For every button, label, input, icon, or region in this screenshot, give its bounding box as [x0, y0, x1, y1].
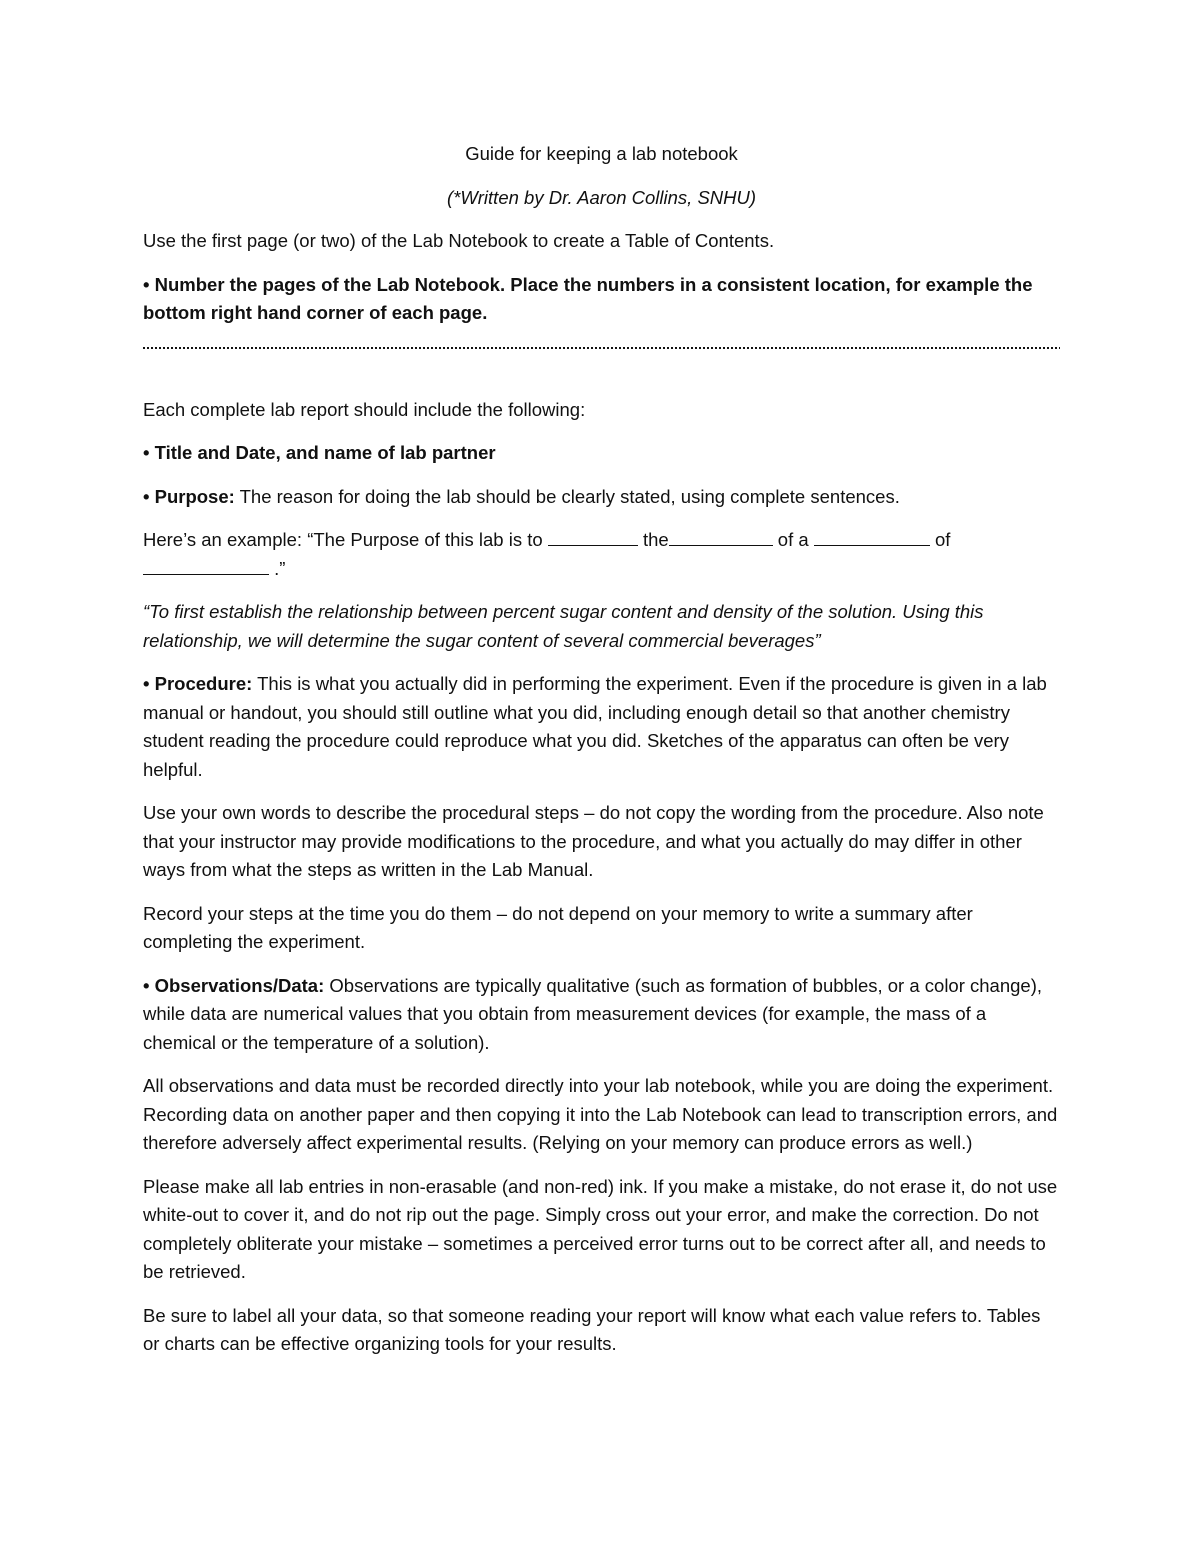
procedure-bullet: [143, 670, 1060, 784]
procedure-text: This is what you actually did in performing the experiment. Even if the procedure is given in a lab manual or handout, you should still outline what you did, including enough detail so that another chemistry student reading the procedure could reproduce what you did. Sketches of the apparatus can often be very helpful.: [143, 673, 1047, 780]
report-intro: Each complete lab report should include the following:: [143, 398, 586, 420]
observations-record-directly: All observations and data must be recorded directly into your lab notebook, while you are doing the experiment. Recording data on another paper and then copying it into the Lab Notebook can lead to transcription errors, and therefore adversely affect experimental results. (Relying on your memory can produce errors as well.): [143, 1075, 1058, 1153]
author-byline: (*Written by Dr. Aaron Collins, SNHU): [446, 186, 757, 208]
observations-bullet: [143, 972, 1060, 1058]
ink-rules: Please make all lab entries in non-erasable (and non-red) ink. If you make a mistake, do not erase it, do not use white-out to cover it, and do not rip out the page. Simply cross out your error, and make the correction. Do not completely obliterate your mistake – sometimes a perceived error turns out to be correct after all, and needs to be retrieved.: [143, 1175, 1058, 1282]
purpose-bullet: [143, 483, 1060, 512]
section-divider: [143, 343, 1060, 353]
example-quote: “To first establish the relationship between percent sugar content and density of the solution. Using this relationship, we will determine the sugar content of several commercial beverages”: [143, 601, 984, 651]
fill-in-blank: [814, 526, 930, 546]
spacer: [143, 376, 1060, 396]
purpose-text: The reason for doing the lab should be clearly stated, using complete sentences.: [234, 485, 900, 507]
example-prefix: Here’s an example: “The Purpose of this lab is to: [143, 529, 548, 550]
page-numbers-bullet: • Number the pages of the Lab Notebook. Place the numbers in a consistent location, for example the bottom right hand corner of each page.: [143, 273, 1033, 323]
procedure-own-words: Use your own words to describe the procedural steps – do not copy the wording from the procedure. Also note that your instructor may provide modifications to the procedure, and what you actually do may differ in other ways from what the steps as written in the Lab Manual.: [143, 802, 1044, 880]
procedure-record-steps: Record your steps at the time you do them – do not depend on your memory to write a summary after completing the experiment.: [143, 902, 973, 952]
title-date-bullet: • Title and Date, and name of lab partner: [143, 442, 496, 463]
example-word-3: of: [929, 529, 951, 550]
example-word-1: the: [637, 529, 669, 550]
fill-in-blank: [548, 526, 638, 546]
label-data: Be sure to label all your data, so that someone reading your report will know what each value refers to. Tables or charts can be effective organizing tools for your results.: [143, 1304, 1041, 1354]
fill-in-blank: [669, 526, 773, 546]
observations-text: Observations are typically qualitative (such as formation of bubbles, or a color change), while data are numerical values that you obtain from measurement devices (for example, the mass of a chemical or the temperature of a solution).: [143, 974, 1043, 1053]
procedure-label: • Procedure:: [143, 673, 253, 694]
example-suffix: .”: [269, 557, 286, 579]
fill-in-blank: [143, 555, 269, 575]
document-title: Guide for keeping a lab notebook: [465, 143, 738, 164]
example-word-2: of a: [772, 529, 814, 550]
observations-label: • Observations/Data:: [143, 974, 325, 996]
purpose-example: [143, 526, 1060, 583]
purpose-label: • Purpose:: [143, 485, 235, 507]
toc-instruction: Use the first page (or two) of the Lab Notebook to create a Table of Contents.: [143, 230, 775, 251]
